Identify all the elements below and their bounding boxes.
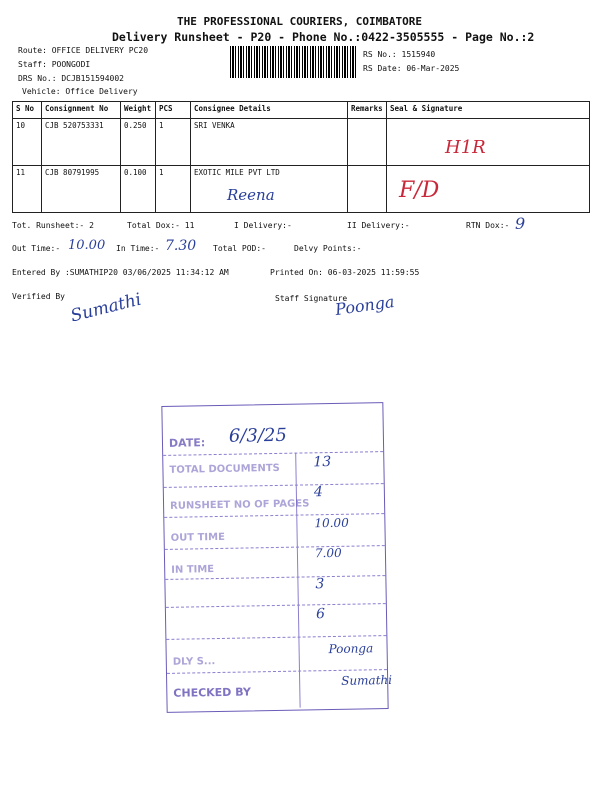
cell-signature (387, 119, 590, 166)
stamp-value: 13 (313, 454, 332, 471)
stamp-label: RUNSHEET NO OF PAGES (169, 498, 310, 512)
stamp-value: 7.00 (314, 545, 342, 561)
stamp-label: IN TIME (171, 564, 215, 576)
stamp-label: DLY S... (172, 656, 216, 668)
cell-consignee (191, 166, 348, 213)
tot-runsheet: Tot. Runsheet:- 2 (12, 221, 94, 230)
out-time-value: 10.00 (68, 238, 106, 253)
stamp-value: 6 (315, 606, 326, 623)
stamp-value: 3 (315, 576, 325, 593)
cell-consignee: SRI VENKA (191, 119, 348, 166)
cell-remarks (348, 166, 387, 213)
consignee-name: EXOTIC MILE PVT LTD (194, 168, 280, 177)
staff: Staff: POONGODI (18, 60, 91, 69)
signature-h1r: H1R (445, 137, 486, 158)
rs-date: RS Date: 06-Mar-2025 (363, 64, 460, 73)
stamp-date-value: 6/3/25 (228, 424, 287, 447)
entered-by: Entered By :SUMATHIP20 03/06/2025 11:34:12 AM (12, 268, 229, 277)
stamp-label: OUT TIME (170, 531, 225, 544)
cell-weight: 0.100 (121, 166, 156, 213)
cell-pcs: 1 (156, 166, 191, 213)
cell-sno: 11 (13, 166, 42, 213)
i-delivery: I Delivery:- (234, 221, 292, 230)
rtn-dox-value: 9 (515, 214, 526, 233)
staff-signature: Poonga (333, 291, 396, 320)
in-time-value: 7.30 (165, 238, 197, 254)
company-name: THE PROFESSIONAL COURIERS, COIMBATORE (177, 15, 423, 28)
stamp-checked-value: Sumathi (341, 672, 393, 688)
receiver-handwritten: Reena (227, 186, 275, 204)
cell-signature (387, 166, 590, 213)
col-pcs: PCS (156, 102, 191, 119)
printed-on: Printed On: 06-03-2025 11:59:55 (270, 268, 420, 277)
stamp-value: Poonga (328, 641, 374, 657)
route: Route: OFFICE DELIVERY PC20 (18, 46, 149, 55)
col-remarks: Remarks (348, 102, 387, 119)
signature-fd: F/D (399, 178, 440, 203)
vehicle: Vehicle: Office Delivery (22, 87, 138, 96)
drs-number: DRS No.: DCJB151594002 (18, 74, 124, 83)
table-row (13, 119, 590, 166)
col-consignee: Consignee Details (191, 102, 348, 119)
stamp-checked-label: CHECKED BY (173, 685, 252, 700)
col-consignment: Consignment No (42, 102, 121, 119)
total-pod: Total POD:- (213, 244, 266, 253)
stamp-value: 4 (313, 484, 323, 501)
in-time: In Time:- (116, 244, 160, 253)
table-row (13, 166, 590, 213)
cell-remarks (348, 119, 387, 166)
barcode (230, 46, 358, 78)
col-signature: Seal & Signature (387, 102, 590, 119)
verified-by-label: Verified By (12, 292, 65, 301)
office-stamp (161, 402, 393, 713)
col-weight: Weight (121, 102, 156, 119)
cell-consignment: CJB 520753331 (42, 119, 121, 166)
cell-consignment: CJB 80791995 (42, 166, 121, 213)
cell-pcs: 1 (156, 119, 191, 166)
col-sno: S No (13, 102, 42, 119)
total-dox: Total Dox:- 11 (127, 221, 195, 230)
cell-sno: 10 (13, 119, 42, 166)
delvy-points: Delvy Points:- (294, 244, 362, 253)
runsheet-title: Delivery Runsheet - P20 - Phone No.:0422-3505555 - Page No.:2 (112, 30, 535, 44)
runsheet-table (12, 101, 590, 213)
ii-delivery: II Delivery:- (347, 221, 410, 230)
rs-number: RS No.: 1515940 (363, 50, 436, 59)
stamp-label: TOTAL DOCUMENTS (169, 462, 280, 476)
cell-weight: 0.250 (121, 119, 156, 166)
verified-signature: Sumathi (68, 289, 144, 327)
stamp-date-label: DATE: (168, 436, 206, 450)
stamp-value: 10.00 (314, 515, 349, 531)
out-time: Out Time:- (12, 244, 61, 253)
staff-signature-label: Staff Signature (275, 294, 348, 303)
rtn-dox: RTN Dox:- (466, 221, 510, 230)
